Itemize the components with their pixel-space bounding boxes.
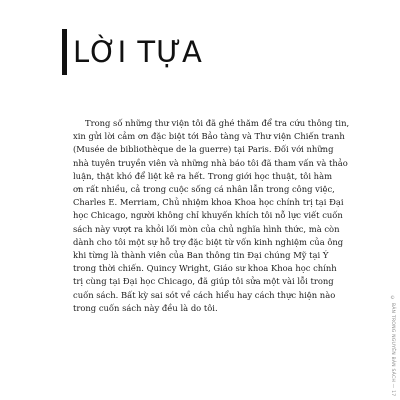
paragraph-line: nhà tuyên truyền viên và những nhà báo tôi đã tham vấn và thảo xyxy=(73,157,348,168)
paragraph-line: (Musée de bibliothèque de la guerre) tại Paris. Đối với những xyxy=(73,144,334,155)
paragraph-line: học Chicago, người không chỉ khuyến khích tôi nỗ lực viết cuốn xyxy=(73,210,343,221)
paragraph-line: luận, thật khó để liệt kê ra hết. Trong giới học thuật, tôi hàm xyxy=(73,170,333,181)
paragraph-line: trong thời chiến. Quincy Wright, Giáo sư khoa Khoa học chính xyxy=(73,263,337,274)
paragraph-line: Trong số những thư viện tôi đã ghé thăm để tra cứu thông tin, xyxy=(85,118,350,128)
paragraph-line: cuốn sách. Bất kỳ sai sót về cách hiểu hay cách thực hiện nào xyxy=(73,289,336,300)
paragraph-line: trong cuốn sách này đều là do tôi. xyxy=(73,302,218,313)
paragraph-line: trị cùng tại Đại học Chicago, đã giúp tôi sửa một vài lỗi trong xyxy=(73,276,334,287)
paragraph-line: ơn rất nhiều, cả trong cuộc sống cá nhân lẫn trong công việc, xyxy=(73,184,335,195)
paragraph-line: dành cho tôi một sự hỗ trợ đặc biệt từ vốn kinh nghiệm của ông xyxy=(73,236,344,247)
vertical-footer-note: © BẢN TRONG NGUYÊN BẢN SÁCH — 17 xyxy=(390,296,395,397)
paragraph-line: sách này vượt ra khỏi lối mòn của chủ nghĩa hình thức, mà còn xyxy=(73,223,340,234)
title-accent-bar xyxy=(62,29,67,75)
paragraph-line: Charles E. Merriam, Chủ nhiệm khoa Khoa học chính trị tại Đại xyxy=(73,197,344,208)
paragraph-line: khi từng là thành viên của Ban thông tin Đại chúng Mỹ tại Ý xyxy=(73,250,329,261)
page-title: LỜI TỰA xyxy=(73,35,203,69)
preface-paragraph xyxy=(73,117,361,315)
paragraph-line: xin gửi lời cảm ơn đặc biệt tới Bảo tàng và Thư viện Chiến tranh xyxy=(73,131,345,142)
